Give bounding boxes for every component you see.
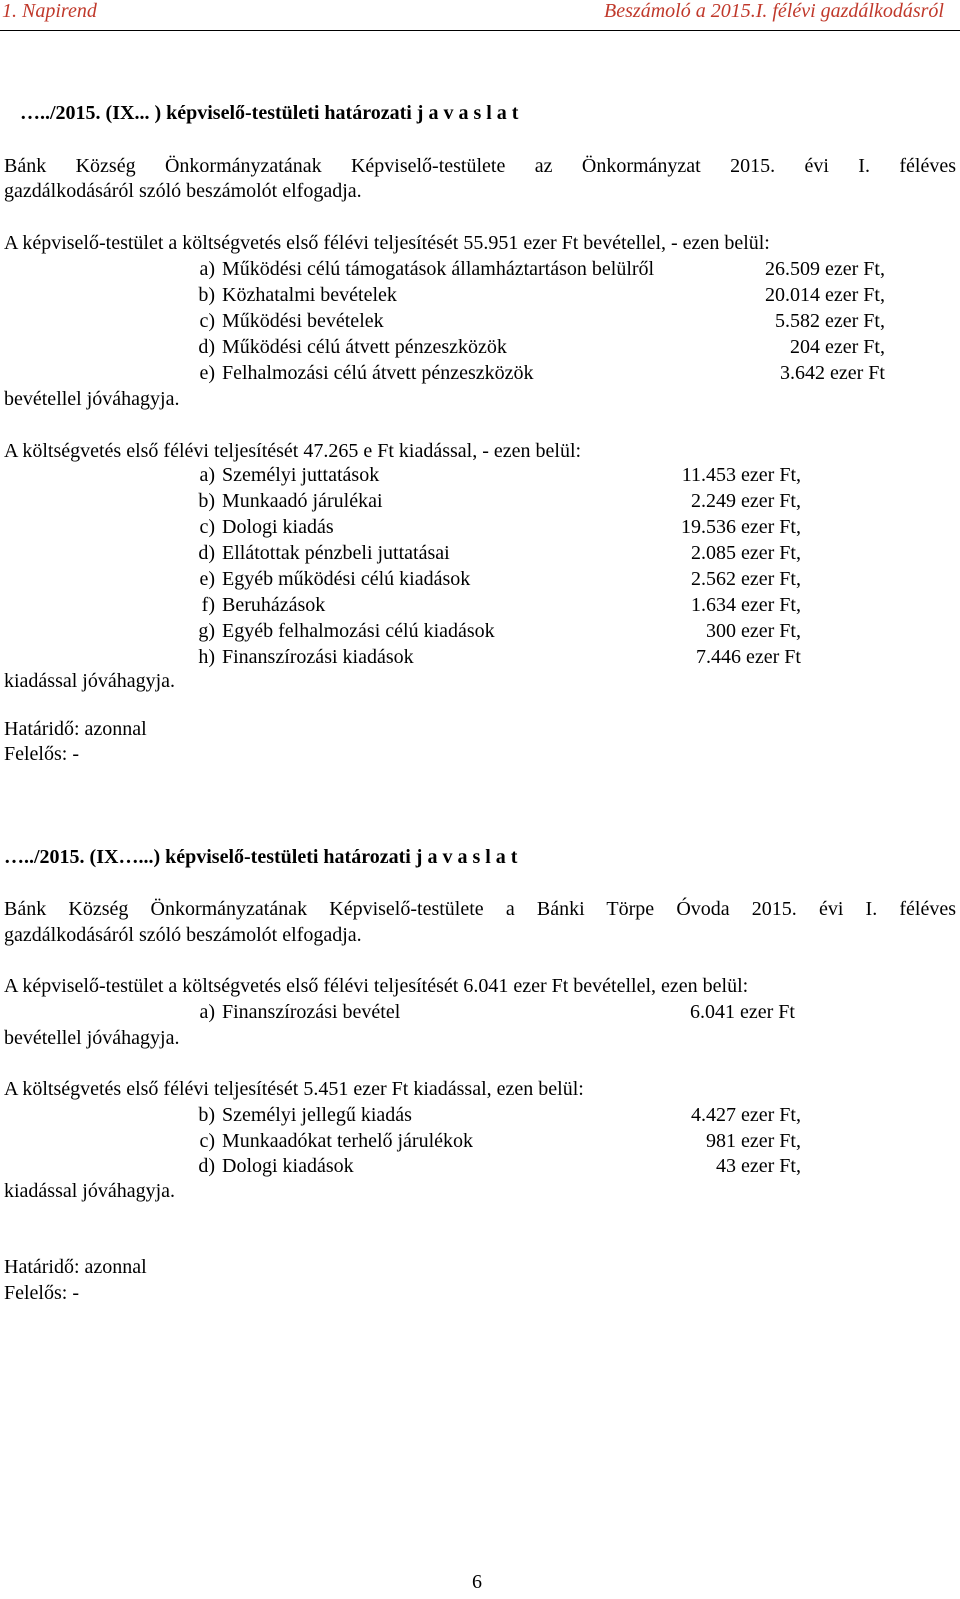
- item-letter: f): [201, 594, 215, 616]
- item-letter: a): [199, 1001, 215, 1023]
- revenue-item: [185, 362, 885, 387]
- item-amount: 1.634 ezer Ft,: [691, 594, 801, 616]
- revenue-item: [185, 310, 885, 335]
- expense-item: [185, 594, 801, 619]
- item-letter: e): [199, 568, 215, 590]
- item-amount: 7.446 ezer Ft: [696, 646, 801, 668]
- item-label: Dologi kiadás: [222, 516, 334, 538]
- item-amount: 5.582 ezer Ft,: [775, 310, 885, 332]
- resolution2-intro-line2: gazdálkodásáról szóló beszámolót elfogadja.: [4, 924, 362, 946]
- expense-item: [185, 516, 801, 541]
- item-label: Dologi kiadások: [222, 1155, 354, 1177]
- item-amount: 2.562 ezer Ft,: [691, 568, 801, 590]
- item-label: Személyi jellegű kiadás: [222, 1104, 412, 1126]
- resolution2-expense-closing: kiadással jóváhagyja.: [4, 1180, 176, 1202]
- item-letter: e): [199, 362, 215, 384]
- resolution2-intro-line1: Bánk Község Önkormányzatának Képviselő-testülete a Bánki Törpe Óvoda 2015. évi I. féléves: [4, 898, 956, 920]
- item-letter: d): [198, 336, 215, 358]
- item-letter: c): [199, 1129, 215, 1152]
- expense-item: [185, 620, 801, 645]
- expense-item: [185, 1104, 801, 1129]
- item-label: Működési bevételek: [222, 310, 384, 332]
- item-letter: b): [198, 490, 215, 512]
- item-letter: c): [199, 310, 215, 332]
- resolution1-expense-intro: A költségvetés első félévi teljesítését 47.265 e Ft kiadással, - ezen belül:: [4, 440, 582, 462]
- item-amount: 26.509 ezer Ft,: [765, 258, 885, 280]
- item-label: Közhatalmi bevételek: [222, 284, 397, 306]
- item-letter: h): [198, 646, 215, 668]
- item-amount: 3.642 ezer Ft: [780, 362, 885, 384]
- item-amount: 2.249 ezer Ft,: [691, 490, 801, 512]
- item-label: Működési célú támogatások államháztartáson belülről: [222, 258, 655, 280]
- item-letter: c): [199, 516, 215, 538]
- item-label: Egyéb felhalmozási célú kiadások: [222, 620, 495, 642]
- item-amount: 2.085 ezer Ft,: [691, 542, 801, 564]
- resolution1-revenue-intro: A képviselő-testület a költségvetés első félévi teljesítését 55.951 ezer Ft bevétellel, - ezen belül:: [4, 232, 770, 254]
- resolution2-expense-intro: A költségvetés első félévi teljesítését 5.451 ezer Ft kiadással, ezen belül:: [4, 1078, 584, 1100]
- expense-item: [185, 490, 801, 515]
- resolution1-responsible: Felelős: -: [4, 743, 79, 765]
- item-label: Működési célú átvett pénzeszközök: [222, 336, 507, 358]
- resolution1-intro-line2: gazdálkodásáról szóló beszámolót elfogadja.: [4, 180, 362, 202]
- expense-item: [185, 568, 801, 593]
- header-right: Beszámoló a 2015.I. félévi gazdálkodásról: [604, 0, 944, 22]
- item-label: Finanszírozási bevétel: [222, 1001, 401, 1023]
- item-label: Munkaadókat terhelő járulékok: [222, 1129, 474, 1152]
- item-letter: d): [198, 1155, 215, 1177]
- resolution1-expense-closing: kiadással jóváhagyja.: [4, 670, 176, 692]
- resolution2-deadline: Határidő: azonnal: [4, 1256, 147, 1278]
- item-amount: 43 ezer Ft,: [716, 1155, 801, 1177]
- expense-item: [185, 1130, 801, 1155]
- revenue-item: [185, 258, 885, 283]
- item-label: Finanszírozási kiadások: [222, 646, 414, 668]
- item-letter: d): [198, 542, 215, 564]
- item-amount: 6.041 ezer Ft: [690, 1001, 795, 1023]
- item-letter: b): [198, 1104, 215, 1126]
- item-letter: b): [198, 284, 215, 306]
- revenue-item: [185, 284, 885, 309]
- resolution2-responsible: Felelős: -: [4, 1282, 79, 1304]
- item-amount: 204 ezer Ft,: [790, 336, 885, 358]
- item-letter: a): [199, 258, 215, 280]
- resolution1-revenue-closing: bevétellel jóváhagyja.: [4, 388, 180, 410]
- revenue-item: [185, 1001, 795, 1026]
- expense-item: [185, 542, 801, 567]
- item-amount: 11.453 ezer Ft,: [681, 464, 801, 486]
- item-amount: 981 ezer Ft,: [706, 1129, 801, 1152]
- item-label: Felhalmozási célú átvett pénzeszközök: [222, 362, 534, 384]
- item-label: Munkaadó járulékai: [222, 490, 383, 512]
- item-label: Személyi juttatások: [222, 464, 380, 486]
- item-amount: 300 ezer Ft,: [706, 620, 801, 642]
- expense-item: [185, 646, 801, 671]
- item-label: Ellátottak pénzbeli juttatásai: [222, 542, 450, 564]
- header-rule: [0, 30, 960, 31]
- resolution1-intro-line1: Bánk Község Önkormányzatának Képviselő-testülete az Önkormányzat 2015. évi I. féléves: [4, 155, 956, 177]
- item-letter: g): [198, 620, 215, 642]
- item-label: Egyéb működési célú kiadások: [222, 568, 471, 590]
- expense-item: [185, 464, 801, 489]
- resolution2-title: …../2015. (IX…...) képviselő-testületi határozati j a v a s l a t: [4, 846, 518, 868]
- page-number: 6: [472, 1571, 482, 1593]
- expense-item: [185, 1155, 801, 1180]
- resolution2-revenue-closing: bevétellel jóváhagyja.: [4, 1027, 180, 1049]
- item-amount: 4.427 ezer Ft,: [691, 1104, 801, 1126]
- item-label: Beruházások: [222, 594, 326, 616]
- resolution1-deadline: Határidő: azonnal: [4, 718, 147, 740]
- header-left: 1. Napirend: [2, 0, 97, 22]
- item-letter: a): [199, 464, 215, 486]
- resolution2-revenue-intro: A képviselő-testület a költségvetés első félévi teljesítését 6.041 ezer Ft bevétellel, ezen belül:: [4, 975, 749, 997]
- item-amount: 19.536 ezer Ft,: [681, 516, 801, 538]
- resolution1-title: …../2015. (IX... ) képviselő-testületi határozati j a v a s l a t: [20, 102, 519, 124]
- item-amount: 20.014 ezer Ft,: [765, 284, 885, 306]
- revenue-item: [185, 336, 885, 361]
